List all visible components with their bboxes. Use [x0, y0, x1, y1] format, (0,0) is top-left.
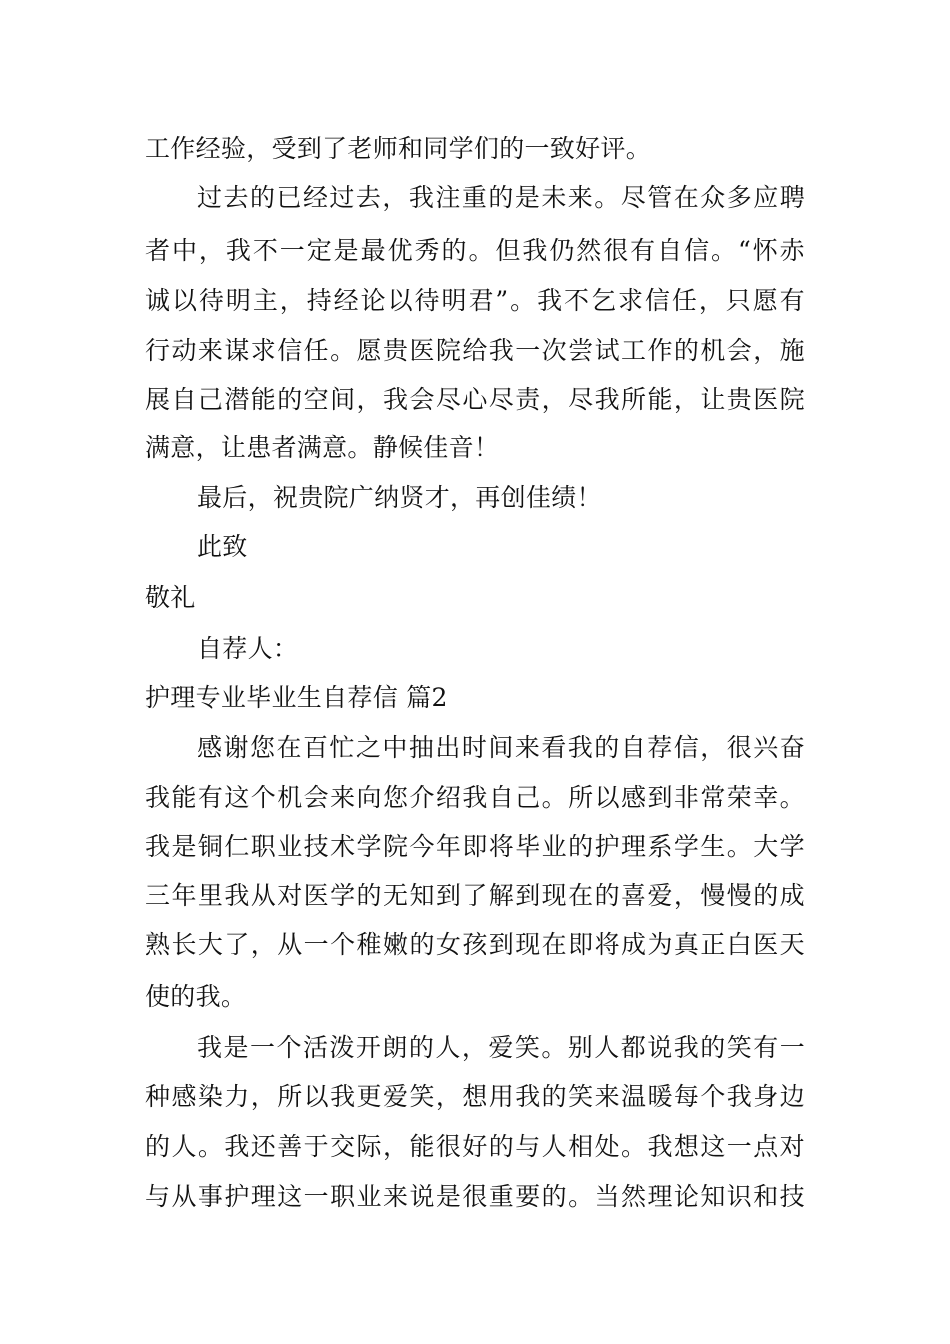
text-line: 我是一个活泼开朗的人，爱笑。别人都说我的笑有一	[197, 1033, 805, 1062]
text-line: 行动来谋求信任。愿贵医院给我一次尝试工作的机会，施	[145, 336, 805, 365]
text-line: 展自己潜能的空间，我会尽心尽责，尽我所能，让贵医院	[145, 385, 805, 414]
signature-label: 自荐人：	[197, 634, 299, 663]
text-line: 熟长大了，从一个稚嫩的女孩到现在即将成为真正白医天	[145, 930, 805, 959]
text-line: 过去的已经过去，我注重的是未来。尽管在众多应聘	[197, 183, 805, 212]
closing-phrase: 此致	[197, 532, 248, 561]
salutation: 敬礼	[145, 583, 196, 612]
section-heading: 护理专业毕业生自荐信 篇2	[145, 683, 448, 712]
text-line: 三年里我从对医学的无知到了解到现在的喜爱，慢慢的成	[145, 881, 805, 910]
text-line: 感谢您在百忙之中抽出时间来看我的自荐信，很兴奋	[197, 733, 805, 762]
text-line: 使的我。	[145, 982, 247, 1011]
text-line: 最后，祝贵院广纳贤才，再创佳绩！	[197, 483, 602, 512]
text-line: 的人。我还善于交际，能很好的与人相处。我想这一点对	[145, 1132, 805, 1161]
text-line: 我是铜仁职业技术学院今年即将毕业的护理系学生。大学	[145, 832, 805, 861]
text-line: 与从事护理这一职业来说是很重要的。当然理论知识和技	[145, 1182, 805, 1211]
text-line: 工作经验，受到了老师和同学们的一致好评。	[145, 134, 652, 163]
text-line: 种感染力，所以我更爱笑，想用我的笑来温暖每个我身边	[145, 1082, 805, 1111]
text-line: 者中，我不一定是最优秀的。但我仍然很有自信。“怀赤	[145, 236, 805, 265]
text-line: 满意，让患者满意。静候佳音！	[145, 433, 500, 462]
text-line: 我能有这个机会来向您介绍我自己。所以感到非常荣幸。	[145, 783, 805, 812]
text-line: 诚以待明主，持经论以待明君”。我不乞求信任，只愿有	[145, 286, 805, 315]
